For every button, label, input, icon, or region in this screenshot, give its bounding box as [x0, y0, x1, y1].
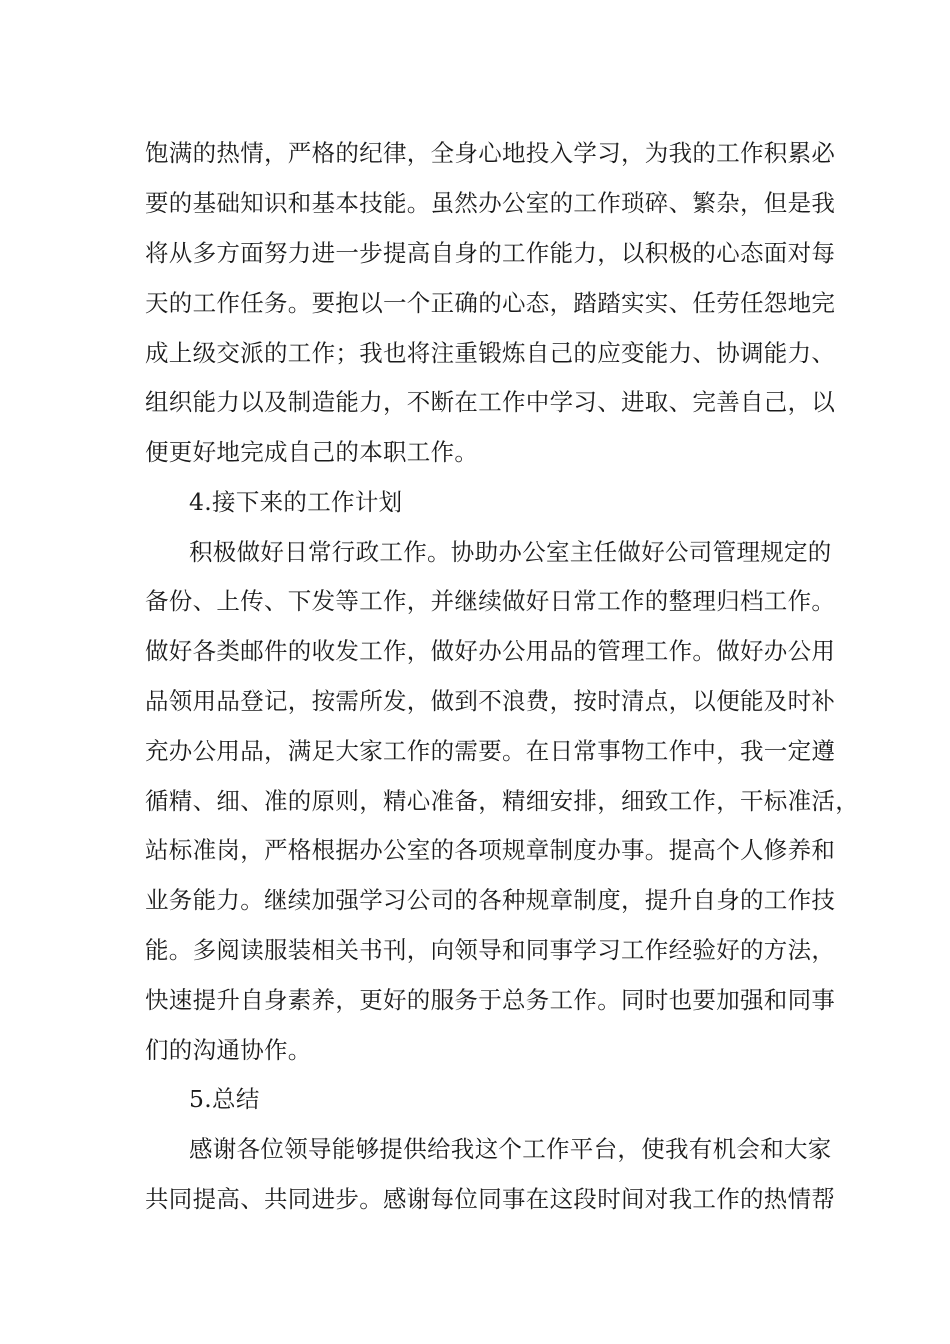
paragraph-line: 要的基础知识和基本技能。虽然办公室的工作琐碎、繁杂，但是我: [145, 189, 836, 217]
paragraph-line: 饱满的热情，严格的纪律，全身心地投入学习，为我的工作积累必: [145, 139, 836, 167]
paragraph-line: 们的沟通协作。: [145, 1036, 312, 1064]
paragraph-line: 共同提高、共同进步。感谢每位同事在这段时间对我工作的热情帮: [145, 1185, 836, 1213]
paragraph-line: 站标准岗，严格根据办公室的各项规章制度办事。提高个人修养和: [145, 836, 836, 864]
section-heading-work-plan: 4.接下来的工作计划: [189, 488, 403, 516]
paragraph-line: 做好各类邮件的收发工作，做好办公用品的管理工作。做好办公用: [145, 637, 836, 665]
paragraph-line: 备份、上传、下发等工作，并继续做好日常工作的整理归档工作。: [145, 587, 836, 615]
section-heading-summary: 5.总结: [189, 1085, 260, 1113]
paragraph-line: 快速提升自身素养，更好的服务于总务工作。同时也要加强和同事: [145, 986, 836, 1014]
paragraph-line: 组织能力以及制造能力，不断在工作中学习、进取、完善自己，以: [145, 388, 836, 416]
paragraph-line: 品领用品登记，按需所发，做到不浪费，按时清点，以便能及时补: [145, 687, 836, 715]
paragraph-line: 天的工作任务。要抱以一个正确的心态，踏踏实实、任劳任怨地完: [145, 289, 836, 317]
paragraph-line: 便更好地完成自己的本职工作。: [145, 438, 479, 466]
paragraph-line: 成上级交派的工作；我也将注重锻炼自己的应变能力、协调能力、: [145, 339, 836, 367]
paragraph-line: 积极做好日常行政工作。协助办公室主任做好公司管理规定的: [189, 538, 832, 566]
paragraph-line: 充办公用品，满足大家工作的需要。在日常事物工作中，我一定遵: [145, 737, 836, 765]
paragraph-line: 循精、细、准的原则，精心准备，精细安排，细致工作，干标准活，: [145, 787, 859, 815]
paragraph-line: 能。多阅读服装相关书刊，向领导和同事学习工作经验好的方法，: [145, 936, 836, 964]
paragraph-line: 业务能力。继续加强学习公司的各种规章制度，提升自身的工作技: [145, 886, 836, 914]
paragraph-line: 将从多方面努力进一步提高自身的工作能力，以积极的心态面对每: [145, 239, 836, 267]
paragraph-line: 感谢各位领导能够提供给我这个工作平台，使我有机会和大家: [189, 1135, 832, 1163]
